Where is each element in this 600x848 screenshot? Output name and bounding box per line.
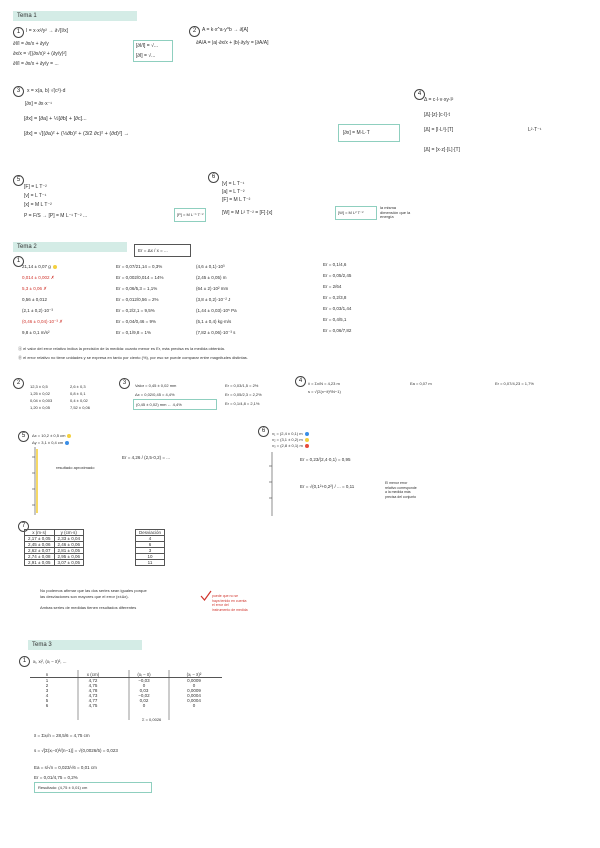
yellow-marker-icon [53,265,57,269]
ex1-conclusion-box [34,782,152,793]
exercise-number: 1 [13,27,24,38]
tema2-note: Ⓐ el valor del error relativo indica la precisión de la medida: cuanto menor es Er, más precisa es la medida obtenida. [18,346,225,351]
ex6-line: [a] = L T⁻² [222,189,245,195]
table-row: 10 [136,554,165,560]
exercise-number: 2 [189,26,200,37]
ex6-axis-diagram [262,450,282,518]
ex4-line: [Δ]·[z]·[c·l]·t [424,112,450,118]
exercise-number: 1 [19,656,30,667]
measurement: (0,46 ± 0,04)·10⁻³ ✗ [22,319,63,324]
relative-error: Er = 0,1/4,6 [323,262,347,267]
ex3-result: [∂x] = M·L·T [343,130,370,136]
table-header: n [30,672,64,678]
measurement: 9,8 ± 0,1 m/s² [22,330,50,335]
correction-line: puede que no se [212,594,239,598]
ex6-line: x₂ = (3,1 ± 0,2) m [272,437,309,443]
ex6-equation: Er = 0,23/(2,4·0,1) = 0,95 [300,457,351,462]
exercise-number: 4 [295,376,306,387]
ex6-line: [W] = M L² T⁻² = [F]·[x] [222,210,273,216]
ex6-equation: Er = √(0,1²+0,2²) / ... = 0,11 [300,484,355,489]
ex2-line: A = k·x^a·y^b → ∂[A] [202,27,249,33]
table-row: 2,91 ± 0,05 3,07 ± 0,05 [25,560,84,566]
ex1-line: x̄ = Σxᵢ/n = 28,5/6 = 4,75 cm [34,733,90,738]
tema-3-header: Tema 3 [28,640,142,650]
ex1-line: ∂x/x = √[(∂x/x)² + (∂y/y)²] [13,51,67,57]
ex6-result-box [335,206,377,220]
measurement: (3,8 ± 0,2)·10⁻² J [196,297,231,302]
table-row: 4 [136,536,165,542]
measurement: (2,45 ± 0,05) m [196,275,227,280]
red-marker-icon [305,444,309,448]
ex4-line: Ea = 0,07 m [410,381,432,386]
ex5-result-box [174,208,206,222]
ex3-line: Er = 0,05/2,3 = 2,2% [225,392,262,397]
ex5-result: [P] = M L⁻¹ T⁻² [177,212,204,217]
ex7-conclusion: Ambas series de medidas tienen resultados diferentes [40,605,137,610]
ex1-relative-errors-col4 [323,262,351,339]
exercise-number: 2 [13,378,24,389]
exercise-number: 1 [13,256,24,267]
relative-error: Er = 0,06/5,3 = 1,1% [116,286,158,291]
ex3-line: Er = 0,03/1,5 = 2% [225,383,259,388]
ex5-note: resultado aproximado [56,465,95,470]
table-row: 2,74 ± 0,08 2,95 ± 0,06 [25,554,84,560]
measurement: (1,44 ± 0,03)·10⁵ Pa [196,308,237,313]
table-header: y (cm·s) [54,530,84,536]
yellow-marker-icon [305,438,309,442]
table-header: x (m·s) [25,530,55,536]
ex5-line: Δx = 10,2 ± 0,5 cm [32,433,71,439]
table-divider [168,670,170,720]
ex7-correction [212,594,248,612]
relative-error: Er = 0,2/2,1 = 9,5% [116,308,155,313]
ex1-line: ∂I/I = ∂x/x + ∂y/y [13,41,49,47]
ex2-line: ∂A/A = |a|·∂x/x + |b|·∂y/y = [∂A/A] [196,40,269,46]
ex3-line: Er = 0,1/4,8 = 2,1% [225,401,260,406]
ex1-conclusion: Resultado: (4,75 ± 0,01) cm [38,785,88,790]
ex7-deviation-table [135,529,165,566]
blue-marker-icon [305,432,309,436]
table-row: 3 4,78 0,03 0,0009 [45,688,201,693]
exercise-number: 5 [18,431,29,442]
ex2-list-2 [70,384,90,412]
exercise-number: 3 [119,378,130,389]
ex5-line: Δy = 3,1 ± 0,4 cm [32,440,69,446]
relative-error: Er = 0,04/0,46 = 9% [116,319,157,324]
ex7-conclusion: No podemos afirmar que las dos series sean iguales porque [40,588,147,593]
ex3-result-box [338,124,400,142]
correction-line: instrumento de medida [212,607,248,612]
ex4-line: Er = 0,07/4,23 = 1,7% [495,381,534,386]
ex4-line: x̄ = Σx/N = 4,23 m [308,381,340,386]
correction-line: el error del [212,603,229,607]
table-header: (xᵢ − x̄) [122,672,166,678]
yellow-marker-icon [67,434,71,438]
ex6-line: [F] = M L T⁻² [222,197,251,203]
ex3-line: Δx = 0,02/0,45 = 4,4% [135,392,175,397]
ex5-axis-diagram [20,445,50,517]
ex2-list-1 [30,384,52,412]
ex1-result-box [133,40,173,62]
measurement: (7,82 ± 0,06)·10⁻³ s [196,330,236,335]
ex5-line: [x] = M L T⁻² [24,202,52,208]
tema2-note: Ⓑ el error relativo no tiene unidades y se expresa en tanto por ciento (%), por eso se puede comparar entre magnitudes distintas. [18,355,248,360]
ex3-line: x = x(a, b) √(c³)·d [27,88,66,94]
table-row: 11 [136,560,165,566]
ex1-result: [∂I/I] = √... [136,43,159,49]
ex1-measurements-col1 [22,264,63,341]
ex3-result: (0,45 ± 0,02) mm ← 4,4% [136,402,182,407]
table-header: (xᵢ − x̄)² [166,672,222,678]
ex6-result: [W] = M L² T⁻² [338,210,364,215]
measurement: 21,14 ± 0,07 g [22,264,63,270]
table-row: 2 4,75 0 0 [45,683,196,688]
ex1-data-table [30,672,222,708]
correction-line: haya tenido en cuenta [212,598,247,603]
table-header: Desviación [136,530,165,536]
table-row: 3 [136,548,165,554]
ex4-line: s = √(Σ(x−x̄)²/N−1) [308,389,341,394]
exercise-number: 3 [13,86,24,97]
ex6-line: x₃ = (2,8 ± 0,1) m [272,443,309,449]
table-row: 2,17 ± 0,05 2,33 ± 0,04 [25,536,84,542]
exercise-number: 7 [18,521,29,532]
ex6-line: [v] = L T⁻¹ [222,181,245,187]
ex5-line: [v] = L T⁻¹ [24,193,47,199]
ex6-note-line: precisa del conjunto [385,494,417,499]
ex4-result: L²·T⁻¹ [528,127,542,133]
ex4-line: Δ = c·l·v·xy·l² [424,97,454,103]
tema-2-header: Tema 2 [13,242,127,252]
ex5-line: P = F/S → [P] = M L⁻¹ T⁻² ... [24,213,88,219]
table-row: 2,45 ± 0,06 2,46 ± 0,06 [25,542,84,548]
ex5-line: [F] = L T⁻² [24,184,47,190]
table-divider [77,670,79,720]
ex1-result: [∂I] = √... [136,53,156,59]
measurement: (4,6 ± 0,1)·10³ [196,264,225,269]
measurement: (5,1 ± 0,4) kg·m/s [196,319,232,324]
list-item: 12,3 ± 0,5 [30,384,48,389]
measurement: 0,014 ± 0,002 ✗ [22,275,55,280]
table-row: 4 4,73 −0,02 0,0004 [45,693,201,698]
relative-error: Er = 0,002/0,014 = 14% [116,275,164,280]
relative-error: Er = 0,012/0,56 = 2% [116,297,159,302]
list-item: 0,04 ± 0,003 [30,398,53,403]
ex1-line: Ea = s/√n = 0,023/√6 = 0,01 cm [34,765,97,770]
ex3-line: [∂x] = √[(∂a)² + (½∂b)² + (3/2 ∂c)² + (∂d)²] → [24,131,130,137]
list-item: 7,52 ± 0,06 [70,405,90,410]
list-item: 1,20 ± 0,05 [30,405,50,410]
exercise-number: 6 [258,426,269,437]
ex6-note-line: a la medida más [385,490,411,494]
relative-error: Er = 0,05/2,45 [323,273,352,278]
list-item: 1,25 ± 0,02 [30,391,50,396]
ex7-conclusion: las desviaciones son mayores que el error (x±Δx). [40,594,129,599]
table-row: 5 4,77 0,02 0,0004 [45,698,201,703]
list-item: 2,6 ± 0,3 [70,384,86,389]
table-divider [128,670,130,720]
check-mark-icon [200,590,212,602]
ex6-note [385,481,417,499]
ex3-result-box [133,399,217,410]
measurement: (64 ± 2)·10² mm [196,286,229,291]
ex1-measurements-col3 [196,264,237,341]
relative-error: Er = 0,06/7,82 [323,328,352,333]
exercise-number: 6 [208,172,219,183]
table-row: 1 4,72 −0,03 0,0009 [45,678,201,683]
table-row: 6 4,75 0 0 [45,703,196,708]
measurement: (2,1 ± 0,2)·10⁻³ [22,308,53,313]
ex3-line: [∂x] = ∂x·x⁻¹ [25,101,52,107]
relative-error: Er = 2/64 [323,284,342,289]
tema-1-header: Tema 1 [13,11,137,21]
ex7-data-table [24,529,84,566]
list-item: 0,4 ± 0,02 [70,398,88,403]
ex6-line: x₁ = (2,4 ± 0,1) m [272,431,309,437]
ex3-line: [∂x] = [∂a] + ½[∂b] + [∂c]... [24,116,87,122]
list-item: 0,8 ± 0,1 [70,391,86,396]
measurement: 5,3 ± 0,06 ✗ [22,286,48,291]
relative-error: Er = 0,2/3,8 [323,295,347,300]
ex6-note-line: relativo corresponde [385,485,417,490]
ex1-line: Er = 0,01/4,75 = 0,2% [34,775,78,780]
ex1-total: Σ = 0,0026 [142,717,162,722]
blue-marker-icon [65,441,69,445]
ex6-note: la misma dimensión que la energía [380,205,411,219]
relative-error: Er = 0,1/9,8 = 1% [116,330,152,335]
exercise-number: 5 [13,175,24,186]
error-formula: Er = Δx / x = ... [138,248,168,253]
exercise-number: 4 [414,89,425,100]
ex1-relative-errors-col2 [116,264,164,341]
table-row: 2,62 ± 0,07 2,81 ± 0,05 [25,548,84,554]
ex3-line: Valor = 0,45 ± 0,02 mm [135,383,177,388]
ex1-line: s = √[Σ(xᵢ−x̄)²/(n−1)] = √(0,0026/5) = 0,023 [34,748,118,753]
table-header: x (cm) [64,672,122,678]
ex1-line: ∂I/I = ∂x/x + ∂y/y = ... [13,61,59,67]
relative-error: Er = 0,07/21,14 = 0,3% [116,264,163,269]
ex4-line: [Δ] = [l·L³]·[T] [424,127,454,133]
error-formula-box [134,244,191,257]
ex5-equation: Er = 4,26 / (2,5·0,2) = ... [122,455,171,460]
table-row: 6 [136,542,165,548]
measurement: 0,56 ± 0,012 [22,297,47,302]
relative-error: Er = 0,03/1,44 [323,306,352,311]
ex1-line: I = x·x²/y² → ∂√[I/x] [26,28,69,34]
relative-error: Er = 0,4/5,1 [323,317,347,322]
ex1-intro: xᵢ, xᵢ², (xᵢ − x̄)², ... [33,659,67,664]
ex6-note-line: El menor error [385,481,408,485]
ex4-line: [Δ] = [x·z]·[L]·[T] [424,147,460,153]
